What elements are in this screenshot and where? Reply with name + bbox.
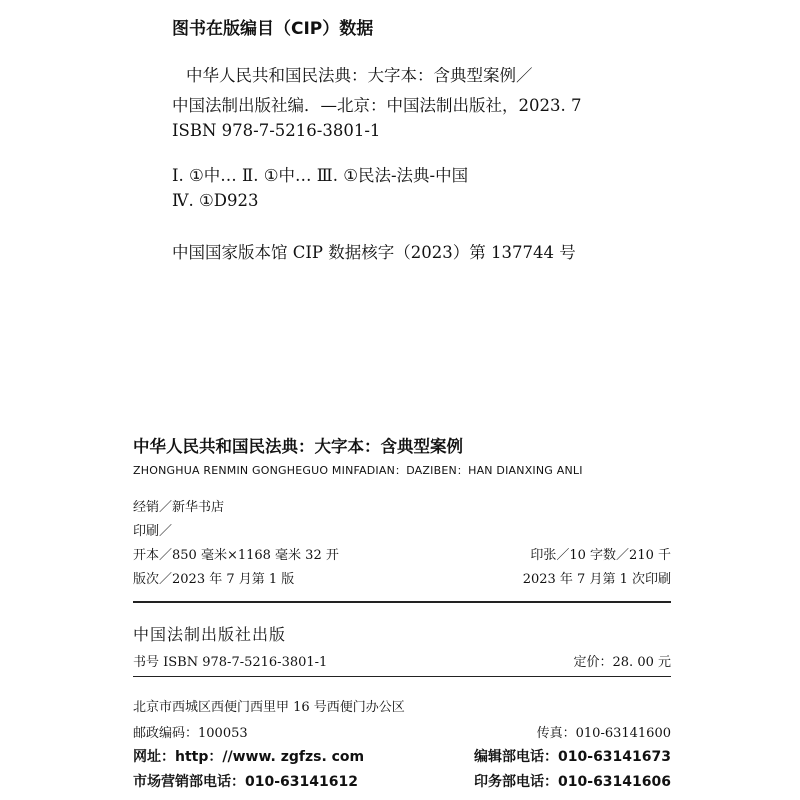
book-number: 书号 ISBN 978-7-5216-3801-1 [133,655,328,670]
divider-top [133,601,671,603]
cip-publisher-line: 中国法制出版社编．—北京：中国法制出版社，2023. 7 [172,96,582,115]
printing-dept-phone: 印务部电话：010-63141606 [474,774,671,790]
printer: 印刷／ [133,524,173,539]
cip-isbn-line: ISBN 978-7-5216-3801-1 [172,121,381,140]
price: 定价：28. 00 元 [573,655,671,670]
cip-library-line: 中国国家版本馆 CIP 数据核字（2023）第 137744 号 [172,243,576,262]
cip-heading: 图书在版编目（CIP）数据 [172,19,374,39]
format: 开本／850 毫米×1168 毫米 32 开 [133,548,339,563]
fax: 传真：010-63141600 [536,726,671,741]
marketing-phone: 市场营销部电话：010-63141612 [133,774,358,790]
colophon-title: 中华人民共和国民法典：大字本：含典型案例 [133,437,463,456]
cip-subject-line-1: Ⅰ. ①中… Ⅱ. ①中… Ⅲ. ①民法-法典-中国 [172,166,469,185]
cip-subject-line-2: Ⅳ. ①D923 [172,191,259,210]
divider-bottom [133,676,671,677]
postcode: 邮政编码：100053 [133,726,248,741]
printing: 2023 年 7 月第 1 次印刷 [522,572,671,587]
publisher-name: 中国法制出版社出版 [133,625,287,644]
colophon-pinyin: ZHONGHUA RENMIN GONGHEGUO MINFADIAN：DAZIBEN：HAN DIANXING ANLI [133,464,583,477]
sheets-wordcount: 印张／10 字数／210 千 [530,548,671,563]
edition: 版次／2023 年 7 月第 1 版 [133,572,295,587]
distributor: 经销／新华书店 [133,500,225,515]
editorial-phone: 编辑部电话：010-63141673 [474,749,671,765]
address: 北京市西城区西便门西里甲 16 号西便门办公区 [133,700,405,715]
website: 网址：http：//www. zgfzs. com [133,749,365,765]
cip-title-line: 中华人民共和国民法典：大字本：含典型案例／ [186,66,533,85]
